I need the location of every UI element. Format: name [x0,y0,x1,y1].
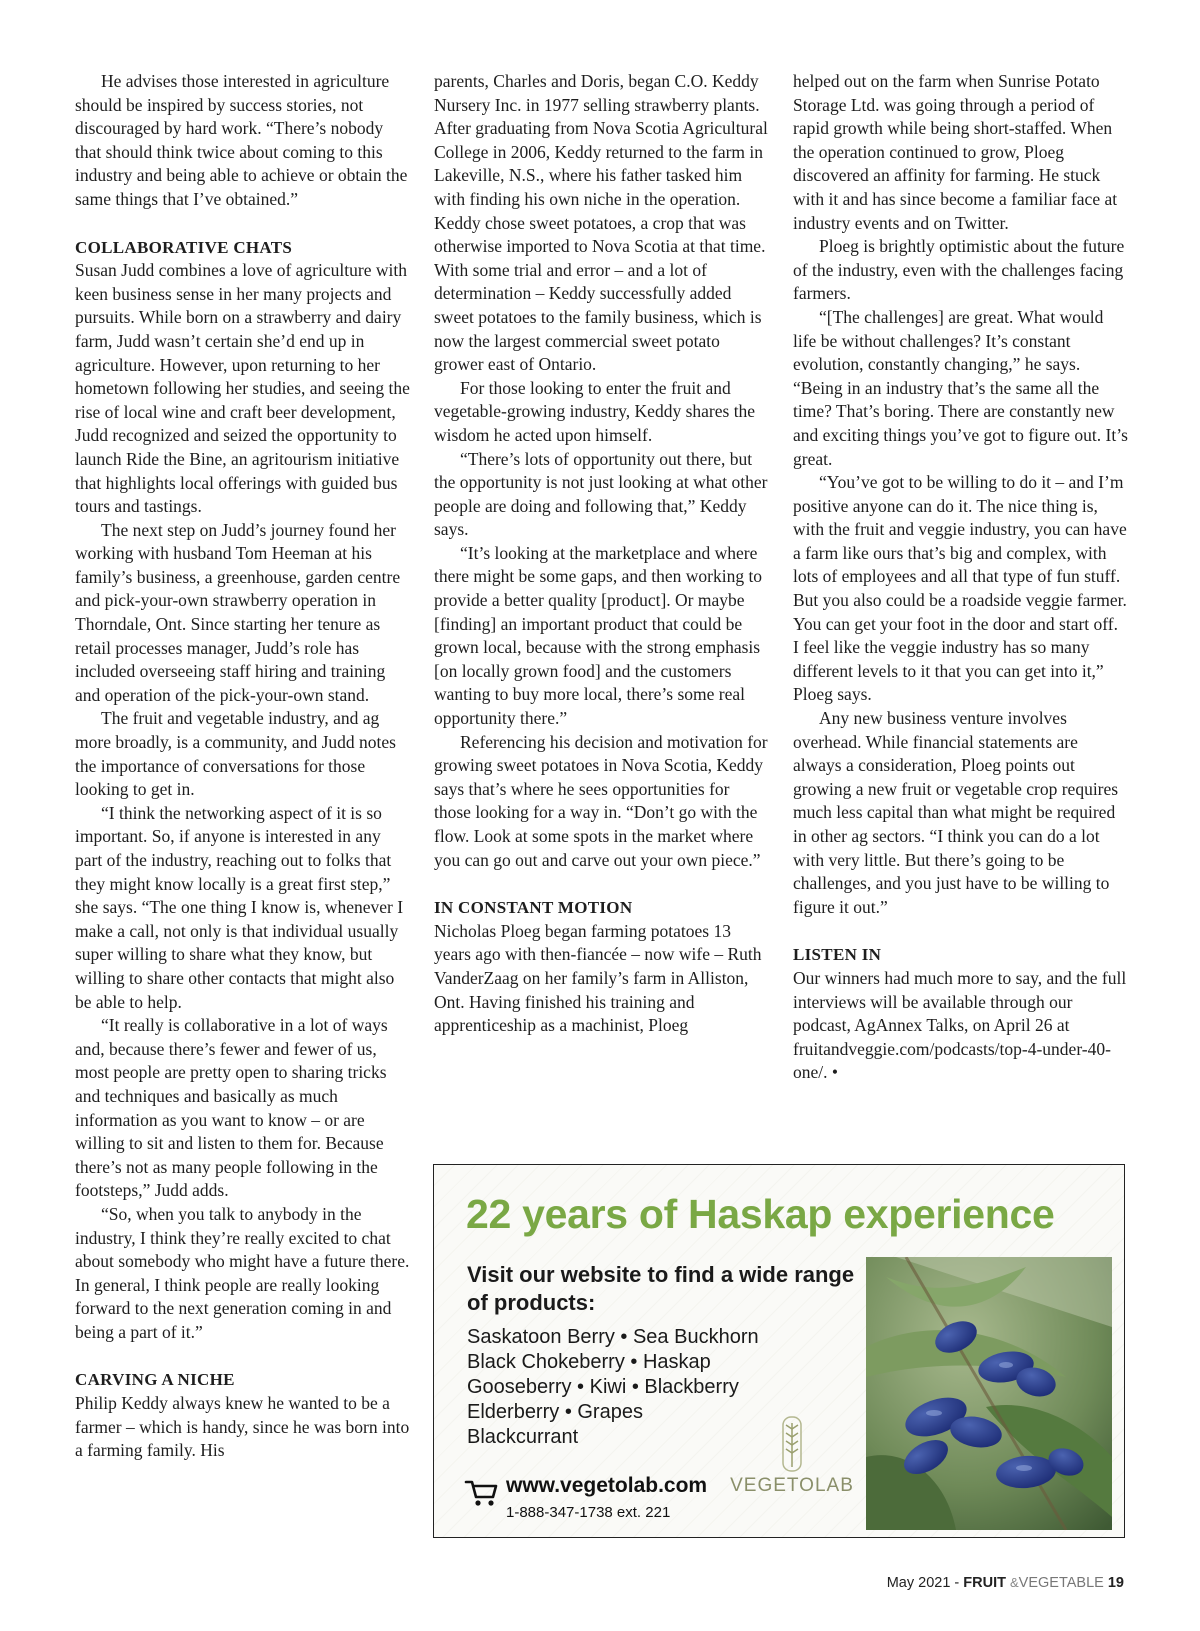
section-heading: CARVING A NICHE [75,1370,235,1390]
list-item: Gooseberry • Kiwi • Blackberry [467,1376,739,1398]
paragraph: He advises those interested in agriculture should be inspired by success stories, not discouraged by hard work. “There’s nobody that should think twice about coming to this industry and being able to achieve or obtain the same things that I’ve obtained.” [75,71,408,209]
paragraph: Our winners had much more to say, and the full interviews will be available through our podcast, AgAnnex Talks, on April 26 at fruitandveggie.com/podcasts/top-4-under-40-one/. • [793,967,1127,1083]
paragraph: Nicholas Ploeg began farming potatoes 13 years ago with then-fiancée – now wife – Ruth VanderZaag on her family’s farm in Alliston, Ont. Having finished his training and apprenticeship as a machinist, Ploeg [434,920,762,1036]
ad-headline: 22 years of Haskap experience [466,1191,1055,1237]
logo-text: VEGETOLAB [730,1475,854,1496]
list-item: Elderberry • Grapes [467,1401,643,1423]
paragraph: “So, when you talk to anybody in the industry, I think they’re really excited to chat about somebody who might have a future there. In general, I think people are really looking forward to the next generation coming in and being a part of it.” [75,1203,410,1342]
vegetolab-logo [727,1415,857,1525]
paragraph: “There’s lots of opportunity out there, but the opportunity is not just looking at what other people are doing and following that,” Keddy says. [434,448,768,540]
issue-date: May 2021 - [886,1575,960,1591]
haskap-advertisement[interactable] [433,1164,1125,1538]
haskap-berries-photo [866,1257,1112,1530]
magazine-name-amp: & [1010,1575,1019,1590]
ad-website-link[interactable]: www.vegetolab.com [506,1474,708,1497]
paragraph: “It really is collaborative in a lot of ways and, because there’s fewer and fewer of us, most people are pretty open to sharing tricks and techniques and basically as much information as you want to know – or are willing to sit and listen to them for. Because there’s not as many people following in the footsteps,” Judd adds. [75,1015,388,1201]
section-heading: COLLABORATIVE CHATS [75,237,293,257]
section-heading: LISTEN IN [793,945,882,965]
ad-phone-number: 1-888-347-1738 ext. 221 [506,1504,671,1521]
paragraph: “You’ve got to be willing to do it – and I’m positive anyone can do it. The nice thing is, with the fruit and veggie industry, you can have a farm like ours that’s big and complex, with lots of employees and all that type of fun stuff. But you also could be a roadside veggie farmer. You can get your foot in the door and start off. I feel like the veggie industry has so many different levels to it that you can get into it,” Ploeg says. [793,472,1127,705]
paragraph: The next step on Judd’s journey found her working with husband Tom Heeman at his family’s business, a greenhouse, garden centre and pick-your-own strawberry operation in Thorndale, Ont. Since starting her tenure as retail processes manager, Judd’s role has included overseeing staff hiring and training and operation of the pick-your-own stand. [75,519,401,705]
shopping-cart-icon [464,1478,498,1513]
paragraph: Any new business venture involves overhead. While financial statements are always a consideration, Ploeg points out growing a new fruit or vegetable crop requires much less capital than what might be required in other ag sectors. “I think you can do a lot with very little. But there’s going to be challenges, and you just have to be willing to figure it out.” [793,708,1119,917]
section-heading: IN CONSTANT MOTION [434,898,633,918]
magazine-name-vegetable: VEGETABLE [1018,1575,1104,1591]
ad-subheading: Visit our website to find a wide range of products: [467,1262,855,1315]
article-column-1 [75,70,410,1463]
paragraph: parents, Charles and Doris, began C.O. Keddy Nursery Inc. in 1977 selling strawberry plants. After graduating from Nova Scotia Agricultural College in 2006, Keddy returned to the farm in Lakeville, N.S., where his father tasked him with finding his own niche in the operation. Keddy chose sweet potatoes, a crop that was otherwise imported to Nova Scotia at that time. With some trial and error – and a lot of determination – Keddy successfully added sweet potatoes to the family business, which is now the largest commercial sweet potato grower east of Ontario. [434,71,768,375]
wheat-tube-icon [727,1415,857,1475]
article-column-3 [793,70,1128,1085]
page-footer [887,1575,1124,1591]
paragraph: Referencing his decision and motivation for growing sweet potatoes in Nova Scotia, Keddy says that’s where he sees opportunities for those looking for a way in. “Don’t go with the flow. Look at some spots in the market where you can go out and carve out your own piece.” [434,731,768,870]
magazine-name-fruit: FRUIT [963,1575,1006,1591]
article-column-2 [434,70,769,1038]
list-item: Saskatoon Berry • Sea Buckhorn [467,1326,759,1348]
paragraph: The fruit and vegetable industry, and ag more broadly, is a community, and Judd notes the importance of conversations for those looking to get in. [75,708,396,800]
ad-product-list [467,1325,759,1450]
paragraph: Ploeg is brightly optimistic about the future of the industry, even with the challenges facing farmers. [793,236,1125,304]
paragraph: For those looking to enter the fruit and vegetable-growing industry, Keddy shares the wisdom he acted upon himself. [434,377,756,445]
list-item: Black Chokeberry • Haskap [467,1351,711,1373]
paragraph: Susan Judd combines a love of agriculture with keen business sense in her many projects and pursuits. While born on a strawberry and dairy farm, Judd wasn’t certain she’d end up in agriculture. However, upon returning to her hometown following her studies, and seeing the rise of local wine and craft beer development, Judd recognized and seized the opportunity to launch Ride the Bine, an agritourism initiative that highlights local offerings with guided bus tours and tastings. [75,260,410,517]
page-number: 19 [1107,1575,1124,1591]
paragraph: “[The challenges] are great. What would life be without challenges? It’s constant evolution, constantly changing,” he says. “Being in an industry that’s the same all the time? That’s boring. There are constantly new and exciting things you’ve got to figure out. It’s great. [793,306,1128,469]
paragraph: Philip Keddy always knew he wanted to be a farmer – which is handy, since he was born into a farming family. His [75,1393,410,1461]
paragraph: “It’s looking at the marketplace and where there might be some gaps, and then working to provide a better quality [product]. Or maybe [finding] an important product that could be grown local, because with the strong emphasis [on locally grown food] and the customers wanting to buy more local, there’s some real opportunity there.” [434,542,763,729]
paragraph: helped out on the farm when Sunrise Potato Storage Ltd. was going through a period of rapid growth while being short-staffed. When the operation continued to grow, Ploeg discovered an affinity for farming. He stuck with it and has since become a familiar face at industry events and on Twitter. [793,71,1118,233]
list-item: Blackcurrant [467,1426,579,1448]
paragraph: “I think the networking aspect of it is so important. So, if anyone is interested in any part of the industry, reaching out to folks that they might know locally is a great first step,” she says. “The one thing I know is, whenever I make a call, not only is that individual usually super willing to share what they know, but willing to share other contacts that might also be able to help. [75,802,404,1012]
